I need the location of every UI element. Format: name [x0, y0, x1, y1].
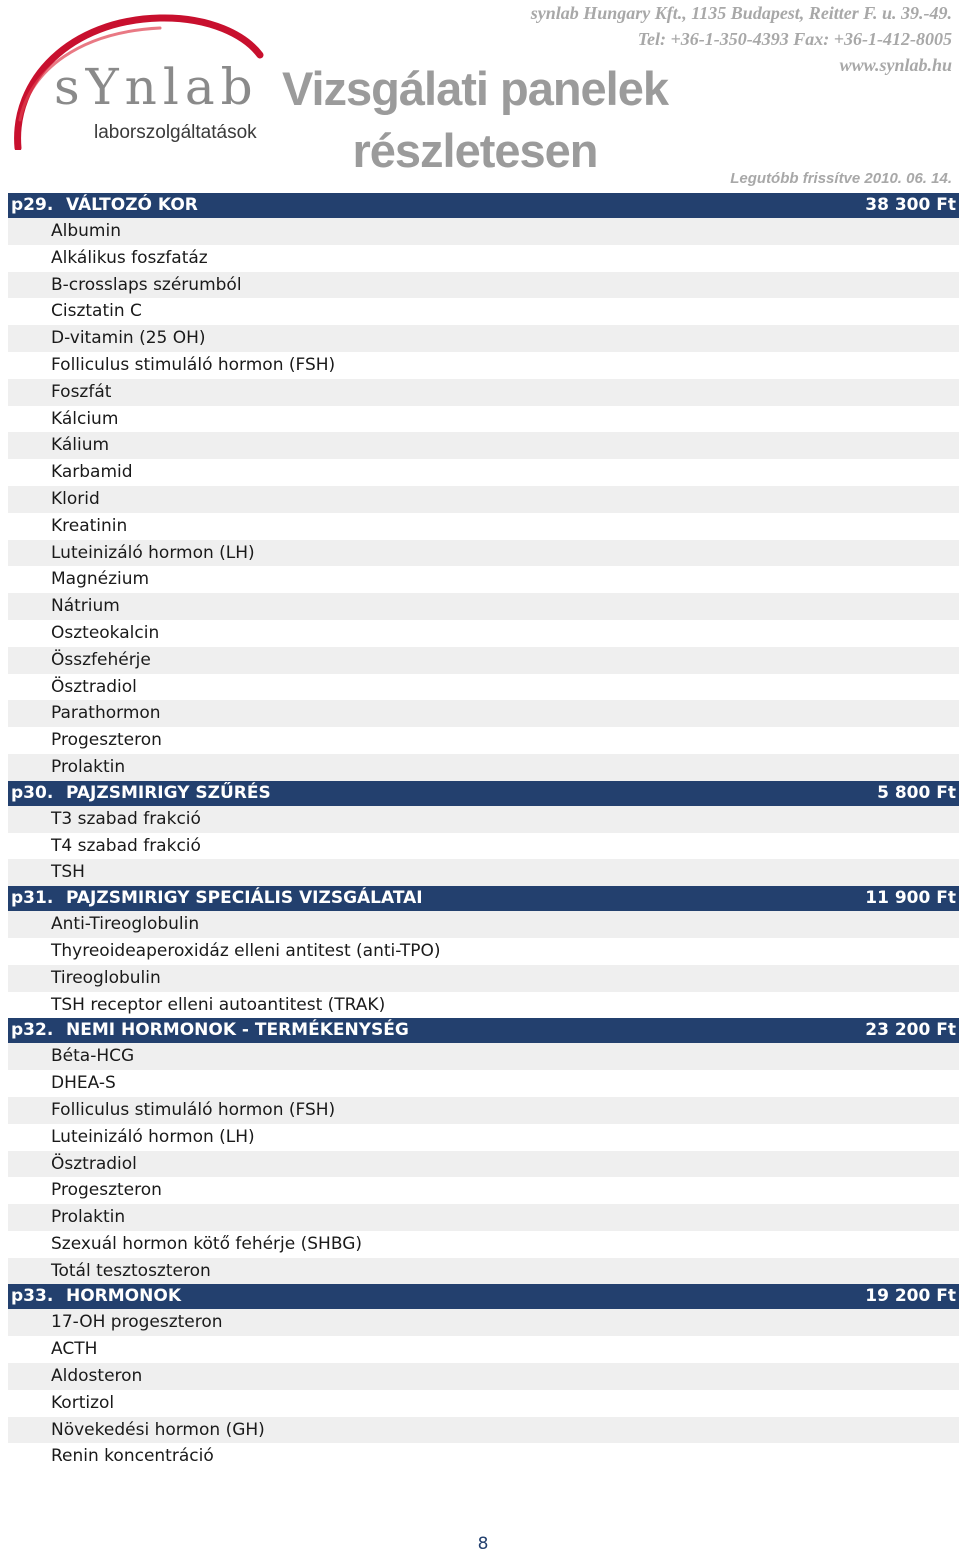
page-title-line1: Vizsgálati panelek [281, 62, 669, 115]
panel-header [8, 781, 959, 806]
panel-name: HORMONOK [66, 1286, 181, 1307]
panel-header [8, 1284, 959, 1309]
panel-header [8, 1018, 959, 1043]
test-item: Luteinizáló hormon (LH) [8, 540, 959, 567]
panel-price: 11 900 Ft [865, 888, 956, 909]
panel-name: NEMI HORMONOK - TERMÉKENYSÉG [66, 1020, 409, 1041]
panel-price: 38 300 Ft [865, 195, 956, 215]
test-item: Kálium [8, 432, 959, 459]
panel-price: 19 200 Ft [865, 1286, 956, 1307]
panel-price: 23 200 Ft [865, 1020, 956, 1041]
contact-phone: Tel: +36-1-350-4393 Fax: +36-1-412-8005 [637, 29, 952, 49]
panel-group [8, 781, 959, 886]
panel-name: PAJZSMIRIGY SZŰRÉS [66, 782, 271, 803]
test-item: Növekedési hormon (GH) [8, 1417, 959, 1444]
page-header [0, 0, 960, 193]
test-item: Ösztradiol [51, 676, 137, 697]
test-item: Ösztradiol [8, 1151, 959, 1178]
test-item: Folliculus stimuláló hormon (FSH) [51, 354, 336, 375]
test-item: Progeszteron [51, 730, 162, 751]
panel-header [8, 886, 959, 911]
test-item: Parathormon [8, 700, 959, 727]
last-updated: Legutóbb frissítve 2010. 06. 14. [730, 170, 952, 187]
contact-address: synlab Hungary Kft., 1135 Budapest, Reitter F. u. 39.-49. [530, 3, 952, 23]
test-item: Tireoglobulin [8, 965, 959, 992]
test-item: Totál tesztoszteron [8, 1258, 959, 1285]
test-item: Anti-Tireoglobulin [8, 911, 959, 938]
panel-name: PAJZSMIRIGY SPECIÁLIS VIZSGÁLATAI [66, 888, 423, 909]
test-item: Szexuál hormon kötő fehérje (SHBG) [51, 1233, 362, 1254]
test-item: DHEA-S [51, 1073, 116, 1094]
panel-code: p29. [11, 195, 54, 215]
test-item: Kálcium [51, 408, 119, 429]
test-item: Összfehérje [8, 647, 959, 674]
test-item: Folliculus stimuláló hormon (FSH) [8, 1097, 959, 1124]
panel-code: p32. [11, 1020, 54, 1041]
panel-group [8, 1018, 959, 1284]
test-item: Oszteokalcin [51, 622, 160, 643]
test-item: TSH receptor elleni autoantitest (TRAK) [51, 994, 386, 1015]
panel-group [8, 1284, 959, 1470]
test-item: Kortizol [51, 1392, 115, 1413]
test-item: T4 szabad frakció [51, 835, 201, 856]
test-item: D-vitamin (25 OH) [8, 325, 959, 352]
contact-website-link[interactable]: www.synlab.hu [839, 55, 952, 75]
test-item: Thyreoideaperoxidáz elleni antitest (anti-TPO) [51, 940, 441, 961]
test-item: Karbamid [51, 462, 133, 483]
panel-code: p33. [11, 1286, 54, 1307]
panel-price: 5 800 Ft [877, 782, 956, 803]
test-item: Prolaktin [8, 754, 959, 781]
test-item: Béta-HCG [8, 1043, 959, 1070]
page-title-line2: részletesen [352, 124, 598, 177]
test-item: T3 szabad frakció [8, 806, 959, 833]
test-item: Klorid [8, 486, 959, 513]
test-item: Prolaktin [8, 1204, 959, 1231]
test-item: Progeszteron [51, 1180, 162, 1201]
test-item: Nátrium [8, 593, 959, 620]
test-item: Cisztatin C [51, 301, 142, 322]
panel-code: p31. [11, 888, 54, 909]
test-item: Aldosteron [8, 1363, 959, 1390]
contact-info [531, 0, 952, 78]
test-item: Alkálikus foszfatáz [51, 247, 208, 268]
panel-code: p30. [11, 782, 54, 803]
synlab-logo [10, 10, 265, 150]
panel-header [8, 193, 959, 218]
test-item: Renin koncentráció [51, 1446, 214, 1467]
panel-name: VÁLTOZÓ KOR [66, 195, 198, 215]
test-item: ACTH [51, 1339, 98, 1360]
panel-group [8, 193, 959, 781]
test-item: B-crosslaps szérumból [8, 272, 959, 299]
test-item: Foszfát [8, 379, 959, 406]
test-item: Magnézium [51, 569, 150, 590]
test-item: TSH [8, 859, 959, 886]
test-item: Kreatinin [51, 515, 128, 536]
panel-list [8, 193, 959, 1470]
test-item: 17-OH progeszteron [8, 1309, 959, 1336]
page-number: 8 [477, 1534, 489, 1554]
panel-group [8, 886, 959, 1018]
test-item: Albumin [8, 218, 959, 245]
logo-subtitle: laborszolgáltatások [94, 122, 257, 143]
test-item: Luteinizáló hormon (LH) [51, 1126, 255, 1147]
logo-wordmark: sYnlab [54, 58, 259, 116]
